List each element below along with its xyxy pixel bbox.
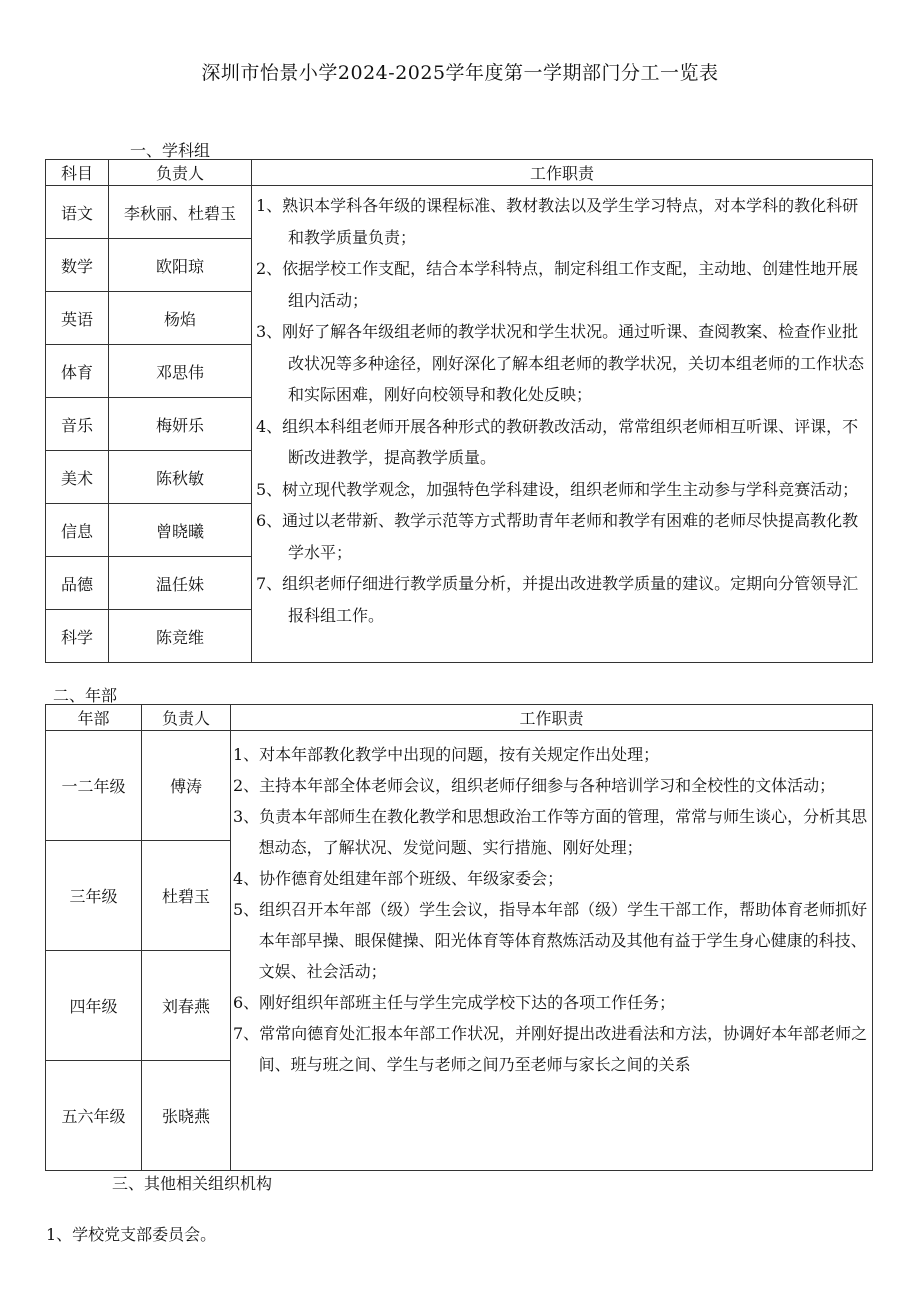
- header-leader: 负责人: [142, 705, 231, 731]
- subject-cell: 美术: [46, 451, 109, 504]
- duty-item: 7、常常向德育处汇报本年部工作状况，并刚好提出改进看法和方法，协调好本年部老师之间、班与班之间、学生与老师之间乃至老师与家长之间的关系: [233, 1024, 868, 1074]
- leader-cell: 曾晓曦: [109, 504, 252, 557]
- header-duty: 工作职责: [252, 160, 873, 186]
- leader-cell: 温任妹: [109, 557, 252, 610]
- subject-cell: 品德: [46, 557, 109, 610]
- leader-cell: 杨焰: [109, 292, 252, 345]
- subject-cell: 信息: [46, 504, 109, 557]
- leader-cell: 陈竞维: [109, 610, 252, 663]
- leader-cell: 陈秋敏: [109, 451, 252, 504]
- leader-cell: 李秋丽、杜碧玉: [109, 186, 252, 239]
- table-header-row: [46, 160, 873, 186]
- subject-cell: 音乐: [46, 398, 109, 451]
- grade-cell: 三年级: [46, 841, 142, 951]
- duty-item: 3、刚好了解各年级组老师的教学状况和学生状况。通过听课、查阅教案、检查作业批改状况等多种途径，刚好深化了解本组老师的教学状况，关切本组老师的工作状态和实际困难，刚好向校领导和教化处反映；: [256, 322, 865, 404]
- duty-item: 6、通过以老带新、教学示范等方式帮助青年老师和教学有困难的老师尽快提高教化教学水平；: [256, 511, 859, 562]
- duty-item: 1、对本年部教化教学中出现的问题，按有关规定作出处理；: [233, 745, 660, 764]
- duty-list: [252, 186, 872, 631]
- subject-cell: 英语: [46, 292, 109, 345]
- table-row: [46, 731, 873, 841]
- duty-cell: [252, 186, 873, 663]
- leader-cell: 梅妍乐: [109, 398, 252, 451]
- duty-item: 4、组织本科组老师开展各种形式的教研教改活动，常常组织老师相互听课、评课，不断改进教学，提高教学质量。: [256, 416, 859, 467]
- table-row: [46, 186, 873, 239]
- subject-group-table: [45, 159, 873, 663]
- duty-list: [231, 731, 872, 1080]
- leader-cell: 刘春燕: [142, 951, 231, 1061]
- header-subject: 科目: [46, 160, 109, 186]
- subject-cell: 体育: [46, 345, 109, 398]
- section3-heading: 三、其他相关组织机构: [112, 1174, 273, 1193]
- duty-item: 2、依据学校工作支配，结合本学科特点，制定科组工作支配，主动地、创建性地开展组内活动；: [256, 259, 859, 310]
- section2-heading: 二、年部: [53, 686, 118, 705]
- duty-item: 3、负责本年部师生在教化教学和思想政治工作等方面的管理，常常与师生谈心，分析其思想动态，了解状况、发觉问题、实行措施、刚好处理；: [233, 807, 868, 857]
- leader-cell: 杜碧玉: [142, 841, 231, 951]
- duty-cell: [231, 731, 873, 1171]
- duty-item: 5、组织召开本年部（级）学生会议，指导本年部（级）学生干部工作，帮助体育老师抓好本年部早操、眼保健操、阳光体育等体育熬炼活动及其他有益于学生身心健康的科技、文娱、社会活动；: [233, 900, 868, 981]
- duty-item: 5、树立现代教学观念，加强特色学科建设，组织老师和学生主动参与学科竞赛活动；: [256, 479, 859, 499]
- table-header-row: [46, 705, 873, 731]
- duty-item: 2、主持本年部全体老师会议，组织老师仔细参与各种培训学习和全校性的文体活动；: [233, 776, 836, 795]
- leader-cell: 欧阳琼: [109, 239, 252, 292]
- duty-item: 1、熟识本学科各年级的课程标准、教材教法以及学生学习特点，对本学科的教化科研和教学质量负责；: [256, 196, 859, 247]
- duty-item: 7、组织老师仔细进行教学质量分析，并提出改进教学质量的建议。定期向分管领导汇报科组工作。: [256, 574, 859, 625]
- header-leader: 负责人: [109, 160, 252, 186]
- subject-cell: 科学: [46, 610, 109, 663]
- grade-cell: 四年级: [46, 951, 142, 1061]
- leader-cell: 傅涛: [142, 731, 231, 841]
- subject-cell: 数学: [46, 239, 109, 292]
- leader-cell: 张晓燕: [142, 1061, 231, 1171]
- section3-item: 1、学校党支部委员会。: [46, 1225, 217, 1244]
- subject-cell: 语文: [46, 186, 109, 239]
- header-grade: 年部: [46, 705, 142, 731]
- duty-item: 6、刚好组织年部班主任与学生完成学校下达的各项工作任务；: [233, 993, 676, 1012]
- leader-cell: 邓思伟: [109, 345, 252, 398]
- duty-item: 4、协作德育处组建年部个班级、年级家委会；: [233, 869, 564, 888]
- section1-heading: 一、学科组: [130, 141, 211, 160]
- header-duty: 工作职责: [231, 705, 873, 731]
- grade-table: [45, 704, 873, 1171]
- grade-cell: 一二年级: [46, 731, 142, 841]
- page-title: 深圳市怡景小学2024-2025学年度第一学期部门分工一览表: [201, 62, 719, 84]
- grade-cell: 五六年级: [46, 1061, 142, 1171]
